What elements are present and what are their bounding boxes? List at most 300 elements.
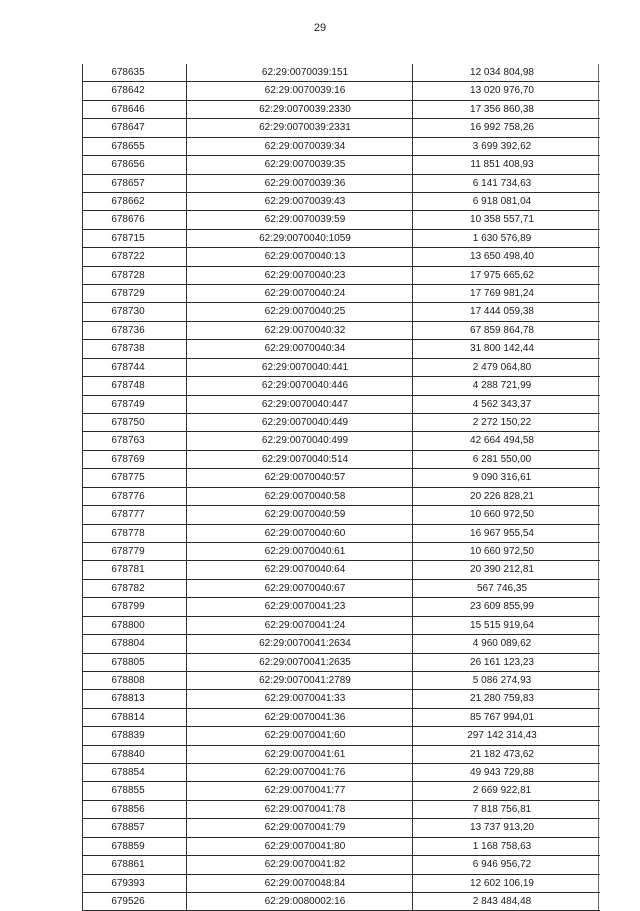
table-row xyxy=(82,801,600,819)
column-divider xyxy=(186,285,187,302)
cadastral-value-cell: 49 943 729,88 xyxy=(470,767,534,779)
cadastral-value-cell: 4 960 089,62 xyxy=(472,638,532,650)
column-divider xyxy=(598,138,599,155)
cadastral-number-cell: 62:29:0070041:80 xyxy=(264,840,346,852)
cadastral-value-cell: 297 142 314,43 xyxy=(467,730,537,742)
column-divider xyxy=(186,672,187,689)
column-divider xyxy=(598,838,599,855)
table-row xyxy=(82,525,600,543)
table-row xyxy=(82,303,600,321)
table-row xyxy=(82,82,600,100)
table-row xyxy=(82,543,600,561)
column-divider xyxy=(186,782,187,799)
column-divider xyxy=(598,193,599,210)
table-row xyxy=(82,211,600,229)
cadastral-value-cell: 1 630 576,89 xyxy=(472,232,532,244)
column-divider xyxy=(412,82,413,99)
column-divider xyxy=(598,230,599,247)
cadastral-number-cell: 62:29:0070041:60 xyxy=(264,730,346,742)
cadastral-value-cell: 2 479 064,80 xyxy=(472,361,532,373)
column-divider xyxy=(186,488,187,505)
cadastral-number-cell: 62:29:0070041:2635 xyxy=(259,656,351,668)
cadastral-value-cell: 10 358 557,71 xyxy=(470,214,534,226)
column-divider xyxy=(186,709,187,726)
object-id-cell: 678729 xyxy=(111,288,145,300)
table-row xyxy=(82,432,600,450)
column-divider xyxy=(598,414,599,431)
column-divider xyxy=(186,893,187,910)
object-id-cell: 678800 xyxy=(111,619,145,631)
column-divider xyxy=(186,746,187,763)
column-divider xyxy=(412,672,413,689)
cadastral-number-cell: 62:29:0070041:24 xyxy=(264,619,346,631)
column-divider xyxy=(412,119,413,136)
cadastral-value-cell: 13 020 976,70 xyxy=(470,85,534,97)
object-id-cell: 678855 xyxy=(111,785,145,797)
cadastral-number-cell: 62:29:0070041:36 xyxy=(264,711,346,723)
cadastral-value-cell: 4 562 343,37 xyxy=(472,398,532,410)
cadastral-value-cell: 17 975 665,62 xyxy=(470,269,534,281)
column-divider xyxy=(412,782,413,799)
object-id-cell: 678722 xyxy=(111,251,145,263)
column-divider xyxy=(186,230,187,247)
table-row xyxy=(82,727,600,745)
table-row xyxy=(82,506,600,524)
cadastral-number-cell: 62:29:0070040:13 xyxy=(264,251,346,263)
cadastral-number-cell: 62:29:0070039:59 xyxy=(264,214,346,226)
cadastral-value-cell: 12 602 106,19 xyxy=(470,877,534,889)
column-divider xyxy=(412,248,413,265)
table-row xyxy=(82,156,600,174)
object-id-cell: 678655 xyxy=(111,140,145,152)
object-id-cell: 678728 xyxy=(111,269,145,281)
column-divider xyxy=(186,801,187,818)
column-divider xyxy=(412,690,413,707)
cadastral-number-cell: 62:29:0070040:499 xyxy=(261,435,349,447)
column-divider xyxy=(598,819,599,836)
column-divider xyxy=(598,451,599,468)
table-row xyxy=(82,672,600,690)
column-divider xyxy=(186,322,187,339)
column-divider xyxy=(412,138,413,155)
column-divider xyxy=(186,193,187,210)
column-divider xyxy=(186,654,187,671)
cadastral-value-cell: 5 086 274,93 xyxy=(472,674,532,686)
table-row xyxy=(82,64,600,82)
column-divider xyxy=(186,875,187,892)
column-divider xyxy=(598,635,599,652)
column-divider xyxy=(598,377,599,394)
table-row xyxy=(82,175,600,193)
cadastral-value-cell: 2 272 150,22 xyxy=(472,417,532,429)
column-divider xyxy=(598,709,599,726)
column-divider xyxy=(598,101,599,118)
column-divider xyxy=(598,248,599,265)
table-row xyxy=(82,340,600,358)
cadastral-number-cell: 62:29:0070040:32 xyxy=(264,324,346,336)
column-divider xyxy=(412,156,413,173)
column-divider xyxy=(598,617,599,634)
object-id-cell: 678857 xyxy=(111,822,145,834)
column-divider xyxy=(598,82,599,99)
column-divider xyxy=(186,377,187,394)
table-row xyxy=(82,635,600,653)
column-divider xyxy=(186,506,187,523)
column-divider xyxy=(598,488,599,505)
cadastral-value-cell: 16 992 758,26 xyxy=(470,122,534,134)
column-divider xyxy=(412,838,413,855)
table-row xyxy=(82,561,600,579)
column-divider xyxy=(598,672,599,689)
table-row xyxy=(82,893,600,911)
column-divider xyxy=(412,303,413,320)
column-divider xyxy=(598,119,599,136)
cadastral-value-cell: 10 660 972,50 xyxy=(470,545,534,557)
column-divider xyxy=(412,101,413,118)
column-divider xyxy=(412,285,413,302)
column-divider xyxy=(412,193,413,210)
object-id-cell: 678782 xyxy=(111,582,145,594)
table-row xyxy=(82,285,600,303)
cadastral-value-cell: 31 800 142,44 xyxy=(470,343,534,355)
cadastral-value-cell: 85 767 994,01 xyxy=(470,711,534,723)
column-divider xyxy=(412,396,413,413)
cadastral-number-cell: 62:29:0070040:24 xyxy=(264,288,346,300)
cadastral-value-cell: 13 737 913,20 xyxy=(470,822,534,834)
object-id-cell: 678730 xyxy=(111,306,145,318)
column-divider xyxy=(598,654,599,671)
table-row xyxy=(82,819,600,837)
column-divider xyxy=(186,340,187,357)
cadastral-number-cell: 62:29:0070041:77 xyxy=(264,785,346,797)
table-row xyxy=(82,690,600,708)
column-divider xyxy=(598,303,599,320)
table-row xyxy=(82,267,600,285)
cadastral-value-cell: 6 141 734,63 xyxy=(472,177,532,189)
column-divider xyxy=(598,211,599,228)
column-divider xyxy=(598,267,599,284)
cadastral-number-cell: 62:29:0070040:25 xyxy=(264,306,346,318)
object-id-cell: 678856 xyxy=(111,803,145,815)
table-row xyxy=(82,248,600,266)
column-divider xyxy=(186,175,187,192)
cadastral-number-cell: 62:29:0070040:1059 xyxy=(259,232,351,244)
column-divider xyxy=(412,488,413,505)
table-row xyxy=(82,764,600,782)
column-divider xyxy=(412,875,413,892)
object-id-cell: 678715 xyxy=(111,232,145,244)
column-divider xyxy=(412,746,413,763)
cadastral-value-cell: 1 168 758,63 xyxy=(472,840,532,852)
column-divider xyxy=(598,690,599,707)
object-id-cell: 678814 xyxy=(111,711,145,723)
object-id-cell: 678808 xyxy=(111,674,145,686)
column-divider xyxy=(598,561,599,578)
column-divider xyxy=(412,635,413,652)
column-divider xyxy=(186,64,187,81)
table-row xyxy=(82,396,600,414)
column-divider xyxy=(186,414,187,431)
column-divider xyxy=(412,414,413,431)
cadastral-number-cell: 62:29:0070039:2330 xyxy=(259,103,351,115)
table-row xyxy=(82,119,600,137)
table-row xyxy=(82,654,600,672)
cadastral-number-cell: 62:29:0070041:2789 xyxy=(259,674,351,686)
column-divider xyxy=(186,764,187,781)
cadastral-number-cell: 62:29:0070040:57 xyxy=(264,472,346,484)
column-divider xyxy=(598,782,599,799)
table-row xyxy=(82,782,600,800)
object-id-cell: 678779 xyxy=(111,545,145,557)
column-divider xyxy=(186,598,187,615)
cadastral-number-cell: 62:29:0070041:61 xyxy=(264,748,346,760)
cadastral-number-cell: 62:29:0070040:447 xyxy=(261,398,349,410)
object-id-cell: 678778 xyxy=(111,527,145,539)
object-id-cell: 678861 xyxy=(111,859,145,871)
column-divider xyxy=(186,396,187,413)
column-divider xyxy=(598,543,599,560)
object-id-cell: 678763 xyxy=(111,435,145,447)
cadastral-value-cell: 15 515 919,64 xyxy=(470,619,534,631)
table-row xyxy=(82,469,600,487)
table-row xyxy=(82,414,600,432)
cadastral-value-cell: 4 288 721,99 xyxy=(472,380,532,392)
column-divider xyxy=(412,175,413,192)
column-divider xyxy=(412,64,413,81)
column-divider xyxy=(412,709,413,726)
table-row xyxy=(82,746,600,764)
table-row xyxy=(82,488,600,506)
column-divider xyxy=(412,893,413,910)
object-id-cell: 679526 xyxy=(111,895,145,907)
cadastral-number-cell: 62:29:0070039:16 xyxy=(264,85,346,97)
cadastral-number-cell: 62:29:0070041:79 xyxy=(264,822,346,834)
object-id-cell: 678662 xyxy=(111,195,145,207)
object-id-cell: 678646 xyxy=(111,103,145,115)
cadastral-value-cell: 11 851 408,93 xyxy=(470,159,534,171)
cadastral-value-cell: 21 182 473,62 xyxy=(470,748,534,760)
column-divider xyxy=(412,727,413,744)
object-id-cell: 678839 xyxy=(111,730,145,742)
column-divider xyxy=(598,875,599,892)
column-divider xyxy=(186,119,187,136)
object-id-cell: 678748 xyxy=(111,380,145,392)
cadastral-number-cell: 62:29:0070040:60 xyxy=(264,527,346,539)
column-divider xyxy=(598,525,599,542)
column-divider xyxy=(412,819,413,836)
cadastral-number-cell: 62:29:0070041:2634 xyxy=(259,638,351,650)
column-divider xyxy=(598,856,599,873)
cadastral-number-cell: 62:29:0070040:446 xyxy=(261,380,349,392)
object-id-cell: 678647 xyxy=(111,122,145,134)
table-row xyxy=(82,101,600,119)
cadastral-number-cell: 62:29:0070039:34 xyxy=(264,140,346,152)
cadastral-number-cell: 62:29:0070040:449 xyxy=(261,417,349,429)
cadastral-number-cell: 62:29:0070039:36 xyxy=(264,177,346,189)
object-id-cell: 678777 xyxy=(111,509,145,521)
column-divider xyxy=(598,64,599,81)
object-id-cell: 678736 xyxy=(111,324,145,336)
object-id-cell: 678769 xyxy=(111,453,145,465)
column-divider xyxy=(186,561,187,578)
cadastral-number-cell: 62:29:0070041:76 xyxy=(264,767,346,779)
column-divider xyxy=(412,322,413,339)
column-divider xyxy=(598,322,599,339)
column-divider xyxy=(186,432,187,449)
cadastral-value-cell: 6 918 081,04 xyxy=(472,195,532,207)
column-divider xyxy=(186,690,187,707)
column-divider xyxy=(598,746,599,763)
object-id-cell: 678854 xyxy=(111,767,145,779)
table-row xyxy=(82,709,600,727)
table-row xyxy=(82,230,600,248)
cadastral-value-cell: 6 281 550,00 xyxy=(472,453,532,465)
cadastral-value-cell: 17 444 059,38 xyxy=(470,306,534,318)
column-divider xyxy=(186,156,187,173)
cadastral-value-cell: 13 650 498,40 xyxy=(470,251,534,263)
object-id-cell: 678775 xyxy=(111,472,145,484)
cadastral-number-cell: 62:29:0070040:64 xyxy=(264,564,346,576)
column-divider xyxy=(412,359,413,376)
cadastral-number-cell: 62:29:0070039:2331 xyxy=(259,122,351,134)
object-id-cell: 678799 xyxy=(111,601,145,613)
object-id-cell: 678781 xyxy=(111,564,145,576)
cadastral-number-cell: 62:29:0070040:23 xyxy=(264,269,346,281)
cadastral-value-cell: 6 946 956,72 xyxy=(472,859,532,871)
table-row xyxy=(82,451,600,469)
cadastral-value-cell: 2 843 484,48 xyxy=(472,895,532,907)
object-id-cell: 678804 xyxy=(111,638,145,650)
column-divider xyxy=(186,727,187,744)
cadastral-number-cell: 62:29:0070040:61 xyxy=(264,545,346,557)
cadastral-number-cell: 62:29:0070039:43 xyxy=(264,195,346,207)
cadastral-value-cell: 10 660 972,50 xyxy=(470,509,534,521)
cadastral-number-cell: 62:29:0070040:59 xyxy=(264,509,346,521)
object-id-cell: 678749 xyxy=(111,398,145,410)
cadastral-number-cell: 62:29:0070041:33 xyxy=(264,693,346,705)
table-row xyxy=(82,580,600,598)
object-id-cell: 678859 xyxy=(111,840,145,852)
column-divider xyxy=(598,340,599,357)
object-id-cell: 678750 xyxy=(111,417,145,429)
column-divider xyxy=(412,525,413,542)
column-divider xyxy=(412,211,413,228)
column-divider xyxy=(412,469,413,486)
column-divider xyxy=(186,359,187,376)
cadastral-number-cell: 62:29:0070040:58 xyxy=(264,490,346,502)
column-divider xyxy=(186,543,187,560)
column-divider xyxy=(412,598,413,615)
column-divider xyxy=(598,396,599,413)
cadastral-number-cell: 62:29:0070048:84 xyxy=(264,877,346,889)
column-divider xyxy=(412,267,413,284)
column-divider xyxy=(412,561,413,578)
cadastral-value-cell: 17 769 981,24 xyxy=(470,288,534,300)
object-id-cell: 678657 xyxy=(111,177,145,189)
cadastral-value-cell: 9 090 316,61 xyxy=(472,472,532,484)
page-number: 29 xyxy=(313,22,327,34)
column-divider xyxy=(598,580,599,597)
table-row xyxy=(82,598,600,616)
column-divider xyxy=(598,285,599,302)
cadastral-value-cell: 2 669 922,81 xyxy=(472,785,532,797)
column-divider xyxy=(598,469,599,486)
table-row xyxy=(82,838,600,856)
column-divider xyxy=(412,764,413,781)
table-row xyxy=(82,377,600,395)
column-divider xyxy=(186,617,187,634)
table-row xyxy=(82,138,600,156)
table-row xyxy=(82,193,600,211)
cadastral-value-cell: 3 699 392,62 xyxy=(472,140,532,152)
column-divider xyxy=(412,580,413,597)
column-divider xyxy=(186,856,187,873)
cadastral-value-cell: 21 280 759,83 xyxy=(470,693,534,705)
column-divider xyxy=(412,506,413,523)
column-divider xyxy=(412,617,413,634)
object-id-cell: 678805 xyxy=(111,656,145,668)
cadastral-value-table xyxy=(82,64,600,911)
column-divider xyxy=(412,543,413,560)
cadastral-number-cell: 62:29:0070040:67 xyxy=(264,582,346,594)
column-divider xyxy=(598,156,599,173)
object-id-cell: 678656 xyxy=(111,159,145,171)
object-id-cell: 678635 xyxy=(111,67,145,78)
cadastral-value-cell: 23 609 855,99 xyxy=(470,601,534,613)
column-divider xyxy=(186,82,187,99)
column-divider xyxy=(412,340,413,357)
column-divider xyxy=(598,359,599,376)
column-divider xyxy=(412,432,413,449)
object-id-cell: 678738 xyxy=(111,343,145,355)
column-divider xyxy=(412,856,413,873)
cadastral-value-cell: 16 967 955,54 xyxy=(470,527,534,539)
cadastral-number-cell: 62:29:0070039:35 xyxy=(264,159,346,171)
column-divider xyxy=(598,506,599,523)
cadastral-value-cell: 20 390 212,81 xyxy=(470,564,534,576)
column-divider xyxy=(598,432,599,449)
column-divider xyxy=(598,175,599,192)
column-divider xyxy=(186,525,187,542)
cadastral-number-cell: 62:29:0070041:82 xyxy=(264,859,346,871)
table-row xyxy=(82,856,600,874)
column-divider xyxy=(186,303,187,320)
cadastral-number-cell: 62:29:0070040:514 xyxy=(261,453,349,465)
column-divider xyxy=(186,580,187,597)
object-id-cell: 679393 xyxy=(111,877,145,889)
column-divider xyxy=(186,101,187,118)
column-divider xyxy=(186,469,187,486)
column-divider xyxy=(186,211,187,228)
cadastral-number-cell: 62:29:0070040:34 xyxy=(264,343,346,355)
column-divider xyxy=(186,248,187,265)
column-divider xyxy=(412,377,413,394)
cadastral-value-cell: 26 161 123,23 xyxy=(470,656,534,668)
column-divider xyxy=(598,727,599,744)
column-divider xyxy=(412,230,413,247)
cadastral-value-cell: 17 356 860,38 xyxy=(470,103,534,115)
cadastral-value-cell: 42 664 494,58 xyxy=(470,435,534,447)
column-divider xyxy=(598,801,599,818)
cadastral-number-cell: 62:29:0070039:151 xyxy=(261,67,349,78)
cadastral-number-cell: 62:29:0070041:23 xyxy=(264,601,346,613)
object-id-cell: 678813 xyxy=(111,693,145,705)
column-divider xyxy=(186,138,187,155)
cadastral-value-cell: 567 746,35 xyxy=(476,582,528,594)
column-divider xyxy=(412,451,413,468)
column-divider xyxy=(186,819,187,836)
column-divider xyxy=(186,451,187,468)
